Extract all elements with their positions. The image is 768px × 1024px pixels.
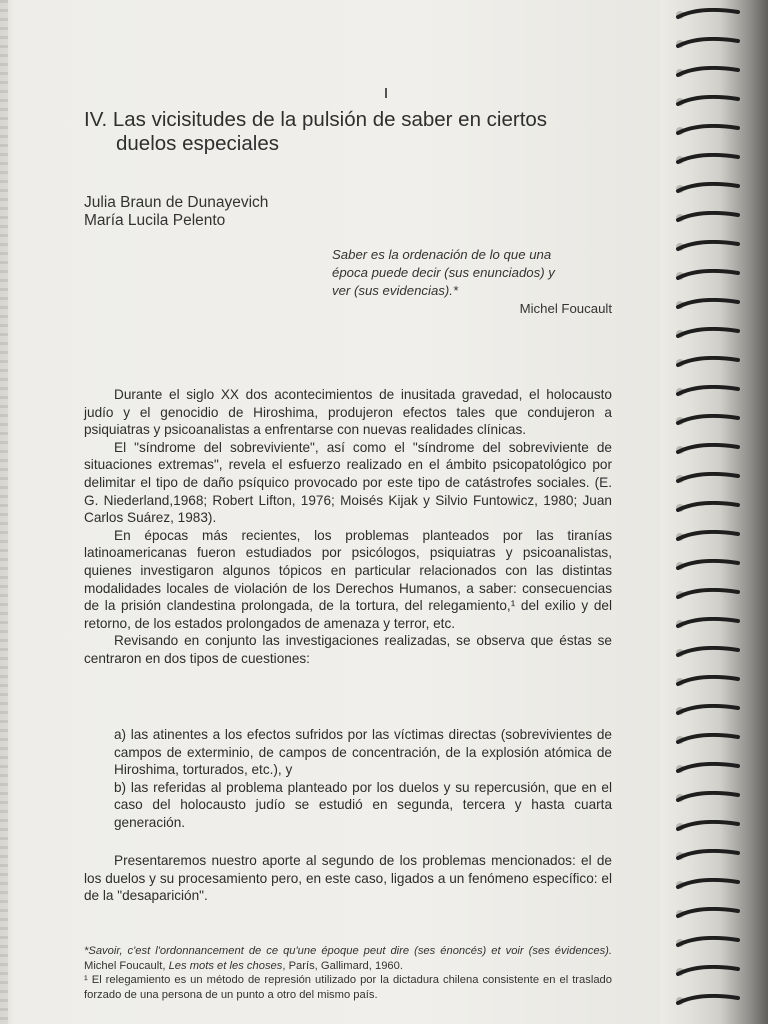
coil-loop (672, 124, 742, 136)
footnote-publisher: , París, Gallimard, 1960. (282, 959, 403, 972)
footnote-1: ¹ El relegamiento es un método de represión utilizado por la dictadura chilena consistente en el traslado forzado de una persona de un punto a otro del mismo país. (84, 974, 612, 1001)
coil-loop (672, 820, 742, 832)
coil-loop (672, 704, 742, 716)
coil-loop (672, 965, 742, 977)
coil-loop (672, 791, 742, 803)
page-edge (0, 0, 8, 1024)
coil-loop (672, 472, 742, 484)
coil-loop (672, 95, 742, 107)
closing-paragraph (84, 852, 612, 905)
coil-loop (672, 878, 742, 890)
coil-loop (672, 356, 742, 368)
coil-loop (672, 298, 742, 310)
coil-loop (672, 646, 742, 658)
coil-loop (672, 588, 742, 600)
chapter-title (84, 108, 624, 156)
epigraph-author: Michel Foucault (519, 301, 612, 316)
chapter-title-line1: IV. Las vicisitudes de la pulsión de saber en ciertos (84, 108, 548, 131)
footnotes (84, 944, 612, 1002)
coil-loop (672, 153, 742, 165)
coil-loop (672, 762, 742, 774)
paragraph: Revisando en conjunto las investigaciones realizadas, se observa que éstas se centraron en dos tipos de cuestiones: (84, 633, 612, 666)
coil-loop (672, 907, 742, 919)
coil-loop (672, 414, 742, 426)
coil-loop (672, 994, 742, 1006)
paragraph: Presentaremos nuestro aporte al segundo de los problemas mencionados: el de los duelos y su procesamiento pero, en este caso, ligados a un fenómeno específico: el de la "desaparición". (84, 853, 612, 904)
paragraph: En épocas más recientes, los problemas planteados por las tiranías latinoamericanas fueron estudiados por psicólogos, psiquiatras y psicoanalistas, quienes investigaron algunos tópicos en particular relacionados con las distintas modalidades locales de violación de los Derechos Humanos, a saber: consecuencias de la prisión clandestina prolongada, de la tortura, del relegamiento,¹ del exilio y del retorno, de los estados prolongados de amenaza y terror, etc. (84, 527, 612, 631)
paragraph: Durante el siglo XX dos acontecimientos de inusitada gravedad, el holocausto judío y el genocidio de Hiroshima, produjeron efectos tales que condujeron a psiquiatras y psicoanalistas a enfrentarse con nuevas realidades clínicas. (84, 387, 612, 438)
coil-loop (672, 530, 742, 542)
coil-loop (672, 37, 742, 49)
coil-loop (672, 240, 742, 252)
coil-loop (672, 8, 742, 20)
coil-loop (672, 936, 742, 948)
authors (84, 194, 268, 230)
coil-loop (672, 849, 742, 861)
page-mark (385, 88, 387, 98)
footnote-book: Les mots et les choses (168, 959, 283, 972)
author-name: María Lucila Pelento (84, 212, 226, 229)
epigraph-line: época puede decir (sus enunciados) y (332, 265, 555, 280)
list-item: a) las atinentes a los efectos sufridos por las víctimas directas (sobrevivientes de campos de exterminio, de campos de concentración, de la explosión atómica de Hiroshima, torturados, etc.), y (114, 727, 612, 778)
epigraph-line: Saber es la ordenación de lo que una (332, 247, 552, 262)
coil-loop (672, 501, 742, 513)
footnote-quote: *Savoir, c'est l'ordonnancement de ce qu'une époque peut dire (ses énoncés) et voir (ses évidences). (84, 945, 612, 957)
author-name: Julia Braun de Dunayevich (84, 194, 269, 211)
coil-loop (672, 617, 742, 629)
list-item: b) las referidas al problema planteado por los duelos y su repercusión, que en el caso del holocausto judío se estudió en segunda, tercera y hasta cuarta generación. (114, 779, 612, 830)
footnote-star (84, 944, 612, 973)
footnote-author: Michel Foucault, (84, 959, 169, 972)
coil-loop (672, 66, 742, 78)
chapter-title-line2: duelos especiales (116, 132, 279, 155)
paragraph: El "síndrome del sobreviviente", así como el "síndrome del sobreviviente de situaciones extremas", revela el esfuerzo realizado en el ámbito psicopatológico por delimitar el tipo de daño psíquico provocado por este tipo de catástrofes sociales. (E. G. Niederland,1968; Robert Lifton, 1976; Moisés Kijak y Silvio Funtowicz, 1980; Juan Carlos Suárez, 1983). (84, 439, 612, 526)
coil-loop (672, 327, 742, 339)
coil-loop (672, 385, 742, 397)
question-list (114, 726, 612, 832)
coil-loop (672, 269, 742, 281)
coil-loop (672, 443, 742, 455)
coil-loop (672, 733, 742, 745)
coil-loop (672, 182, 742, 194)
coil-loop (672, 559, 742, 571)
body-paragraphs (84, 386, 612, 668)
epigraph-line: ver (sus evidencias).* (332, 283, 459, 298)
epigraph (332, 246, 612, 318)
coil-loop (672, 675, 742, 687)
coil-loop (672, 211, 742, 223)
